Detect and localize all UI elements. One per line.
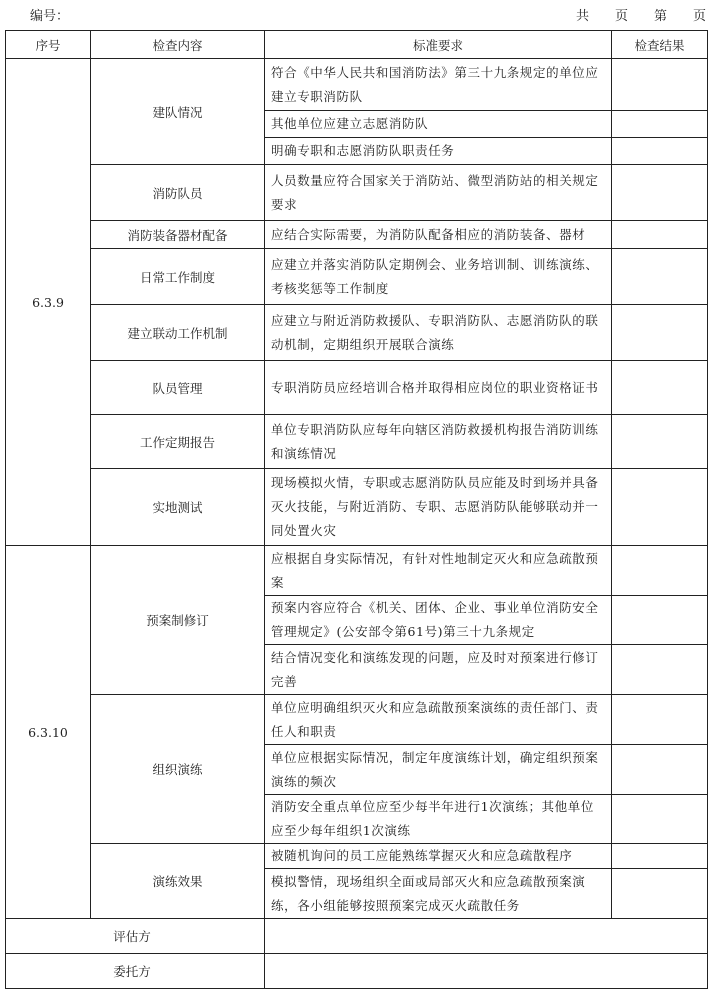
result-field[interactable] (612, 469, 708, 546)
table-row (6, 59, 708, 111)
requirement: 应结合实际需要，为消防队配备相应的消防装备、器材 (265, 221, 612, 249)
result-field[interactable] (612, 596, 708, 645)
table-row (6, 305, 708, 361)
result-field[interactable] (612, 695, 708, 745)
result-field[interactable] (612, 415, 708, 469)
client-field[interactable] (265, 954, 708, 989)
table-row (6, 361, 708, 415)
result-field[interactable] (612, 546, 708, 596)
result-field[interactable] (612, 165, 708, 221)
check-content: 消防装备器材配备 (91, 221, 265, 249)
requirement: 现场模拟火情，专职或志愿消防队员应能及时到场并具备灭火技能，与附近消防、专职、志愿消防队能够联动并一同处置火灾 (265, 469, 612, 546)
requirement: 被随机询问的员工应能熟练掌握灭火和应急疏散程序 (265, 844, 612, 869)
assessor-label: 评估方 (6, 919, 265, 954)
requirement: 单位专职消防队应每年向辖区消防救援机构报告消防训练和演练情况 (265, 415, 612, 469)
check-content: 实地测试 (91, 469, 265, 546)
code-label: 编号： (30, 9, 70, 24)
check-content: 预案制修订 (91, 546, 265, 695)
section-number: 6.3.9 (6, 59, 91, 546)
requirement: 专职消防员应经培训合格并取得相应岗位的职业资格证书 (265, 361, 612, 415)
requirement: 结合情况变化和演练发现的问题，应及时对预案进行修订完善 (265, 645, 612, 695)
requirement: 预案内容应符合《机关、团体、企业、事业单位消防安全管理规定》(公安部令第61号)第三十九条规定 (265, 596, 612, 645)
check-content: 日常工作制度 (91, 249, 265, 305)
total-label: 共 (575, 9, 589, 24)
assessor-field[interactable] (265, 919, 708, 954)
check-content: 队员管理 (91, 361, 265, 415)
check-content: 组织演练 (91, 695, 265, 844)
check-content: 消防队员 (91, 165, 265, 221)
requirement: 单位应根据实际情况，制定年度演练计划，确定组织预案演练的频次 (265, 745, 612, 795)
col-requirement: 标准要求 (265, 31, 612, 59)
table-row (6, 415, 708, 469)
requirement: 应建立与附近消防救援队、专职消防队、志愿消防队的联动机制，定期组织开展联合演练 (265, 305, 612, 361)
requirement: 消防安全重点单位应至少每半年进行1次演练；其他单位应至少每年组织1次演练 (265, 795, 612, 844)
result-field[interactable] (612, 305, 708, 361)
requirement: 其他单位应建立志愿消防队 (265, 111, 612, 138)
result-field[interactable] (612, 361, 708, 415)
requirement: 应根据自身实际情况，有针对性地制定灭火和应急疏散预案 (265, 546, 612, 596)
assessor-row (6, 919, 708, 954)
section-number: 6.3.10 (6, 546, 91, 919)
table-row (6, 469, 708, 546)
table-row (6, 221, 708, 249)
table-row (6, 844, 708, 869)
result-field[interactable] (612, 111, 708, 138)
requirement: 明确专职和志愿消防队职责任务 (265, 138, 612, 165)
requirement: 人员数量应符合国家关于消防站、微型消防站的相关规定要求 (265, 165, 612, 221)
check-content: 建立联动工作机制 (91, 305, 265, 361)
table-row (6, 249, 708, 305)
inspection-table (5, 30, 708, 989)
result-field[interactable] (612, 745, 708, 795)
requirement: 应建立并落实消防队定期例会、业务培训制、训练演练、考核奖惩等工作制度 (265, 249, 612, 305)
header-row (6, 31, 708, 59)
check-content: 工作定期报告 (91, 415, 265, 469)
page-label: 页 (614, 9, 628, 24)
requirement: 模拟警情，现场组织全面或局部灭火和应急疏散预案演练，各小组能够按照预案完成灭火疏散任务 (265, 869, 612, 919)
col-no: 序号 (6, 31, 91, 59)
check-content: 建队情况 (91, 59, 265, 165)
requirement: 单位应明确组织灭火和应急疏散预案演练的责任部门、责任人和职责 (265, 695, 612, 745)
result-field[interactable] (612, 795, 708, 844)
result-field[interactable] (612, 59, 708, 111)
result-field[interactable] (612, 869, 708, 919)
client-row (6, 954, 708, 989)
col-content: 检查内容 (91, 31, 265, 59)
table-row (6, 165, 708, 221)
result-field[interactable] (612, 221, 708, 249)
result-field[interactable] (612, 844, 708, 869)
result-field[interactable] (612, 138, 708, 165)
nth-label: 第 (653, 9, 667, 24)
page-counter (576, 5, 706, 24)
page-label-2: 页 (692, 9, 706, 24)
check-content: 演练效果 (91, 844, 265, 919)
result-field[interactable] (612, 645, 708, 695)
col-result: 检查结果 (612, 31, 708, 59)
table-row (6, 695, 708, 745)
requirement: 符合《中华人民共和国消防法》第三十九条规定的单位应建立专职消防队 (265, 59, 612, 111)
client-label: 委托方 (6, 954, 265, 989)
result-field[interactable] (612, 249, 708, 305)
table-row (6, 546, 708, 596)
